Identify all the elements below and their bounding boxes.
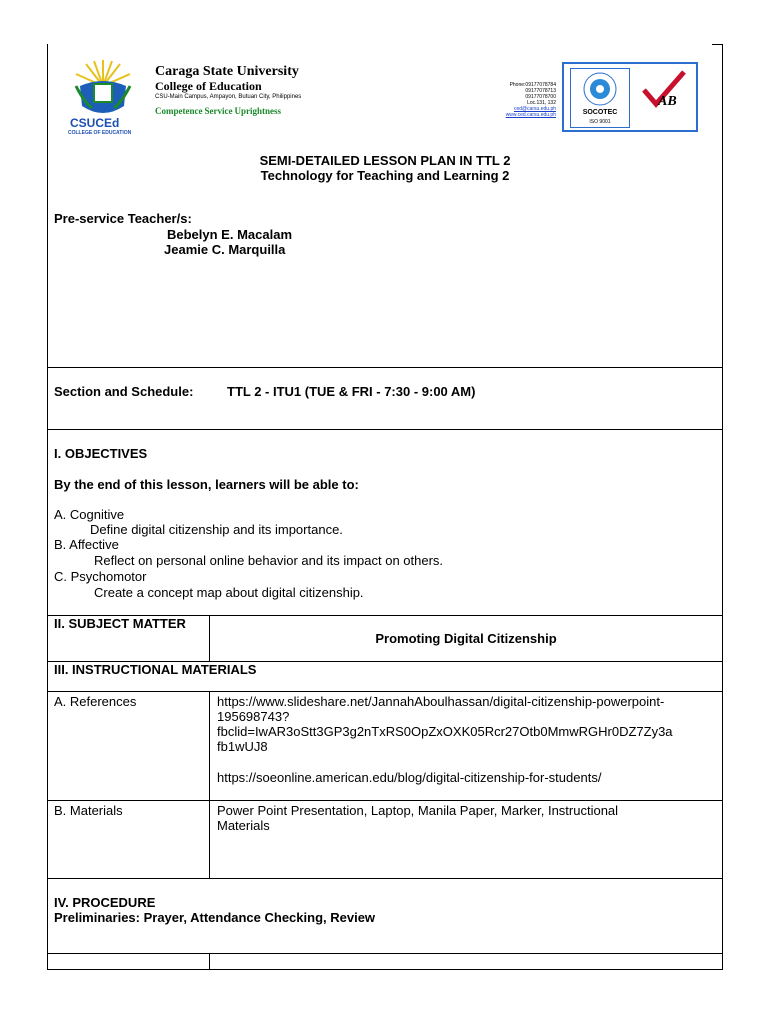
iso-label: ISO 9001 (589, 119, 611, 125)
socotec-badge (570, 68, 630, 128)
objective-label: B. Affective (54, 537, 119, 552)
objective-label: A. Cognitive (54, 507, 125, 522)
contact-email[interactable]: ced@carsu.edu.ph (513, 106, 556, 112)
procedure-heading: IV. PROCEDURE (54, 895, 156, 910)
materials-list: Materials (217, 818, 270, 833)
section-value: TTL 2 - ITU1 (TUE & FRI - 7:30 - 9:00 AM) (227, 384, 476, 399)
objectives-intro: By the end of this lesson, learners will be able to: (54, 477, 359, 492)
college-name: College of Education (155, 79, 262, 93)
reference-link[interactable]: fbclid=IwAR3oStt3GP3g2nTxRS0OpZxOXK05Rcr27Otb0MmwRGHr0DZ7Zy3a (217, 724, 673, 739)
materials-list: Power Point Presentation, Laptop, Manila Paper, Marker, Instructional (217, 803, 619, 818)
contact-website[interactable]: www.ced.carsu.edu.ph (505, 112, 556, 118)
reference-link[interactable]: https://soeonline.american.edu/blog/digital-citizenship-for-students/ (217, 770, 602, 785)
certification-box (562, 62, 698, 132)
reference-link[interactable]: fb1wUJ8 (217, 739, 268, 754)
campus-address: CSU-Main Campus, Ampayon, Butuan City, Philippines (155, 94, 302, 100)
pab-badge (636, 68, 694, 126)
reference-link[interactable]: 195698743? (217, 709, 290, 724)
contact-phone: 09177078700 (525, 94, 556, 100)
contact-phone: 09177078713 (525, 88, 556, 94)
university-name: Caraga State University (155, 64, 299, 79)
contact-local: Loc.131, 132 (527, 100, 556, 106)
logo-text: CSUCEd (70, 116, 120, 130)
objective-text: Create a concept map about digital citizenship. (94, 585, 364, 600)
objective-label: C. Psychomotor (54, 569, 147, 584)
motto (155, 106, 281, 116)
motto-word: Uprightness (234, 106, 281, 116)
contact-block (480, 82, 556, 118)
objectives-heading: I. OBJECTIVES (54, 446, 148, 461)
materials-heading: III. INSTRUCTIONAL MATERIALS (54, 662, 257, 677)
procedure-preliminaries: Preliminaries: Prayer, Attendance Checking, Review (54, 910, 376, 925)
teacher-name: Bebelyn E. Macalam (167, 227, 292, 242)
pab-label: AB (658, 94, 677, 109)
objective-text: Reflect on personal online behavior and its impact on others. (94, 553, 444, 568)
socotec-label: SOCOTEC (582, 109, 618, 116)
section-label: Section and Schedule: (54, 384, 194, 399)
subject-matter-value: Promoting Digital Citizenship (375, 631, 557, 646)
logo-subtext: COLLEGE OF EDUCATION (68, 130, 132, 136)
contact-phone: Phone:09177078784 (509, 82, 556, 88)
reference-link[interactable]: https://www.slideshare.net/JannahAboulhassan/digital-citizenship-powerpoint- (217, 694, 665, 709)
teacher-name: Jeamie C. Marquilla (164, 242, 286, 257)
motto-word: Competence (155, 106, 203, 116)
references-label: A. References (54, 694, 137, 709)
materials-label: B. Materials (54, 803, 123, 818)
csu-logo (66, 56, 140, 136)
teachers-label: Pre-service Teacher/s: (54, 211, 192, 226)
socotec-icon (571, 69, 629, 109)
csu-seal-icon (66, 56, 140, 120)
lesson-plan-title: SEMI-DETAILED LESSON PLAN IN TTL 2 (259, 153, 511, 168)
motto-word: Service (204, 106, 233, 116)
objective-text: Define digital citizenship and its importance. (90, 522, 343, 537)
lesson-plan-subtitle: Technology for Teaching and Learning 2 (260, 168, 510, 183)
subject-matter-label: II. SUBJECT MATTER (54, 616, 186, 631)
